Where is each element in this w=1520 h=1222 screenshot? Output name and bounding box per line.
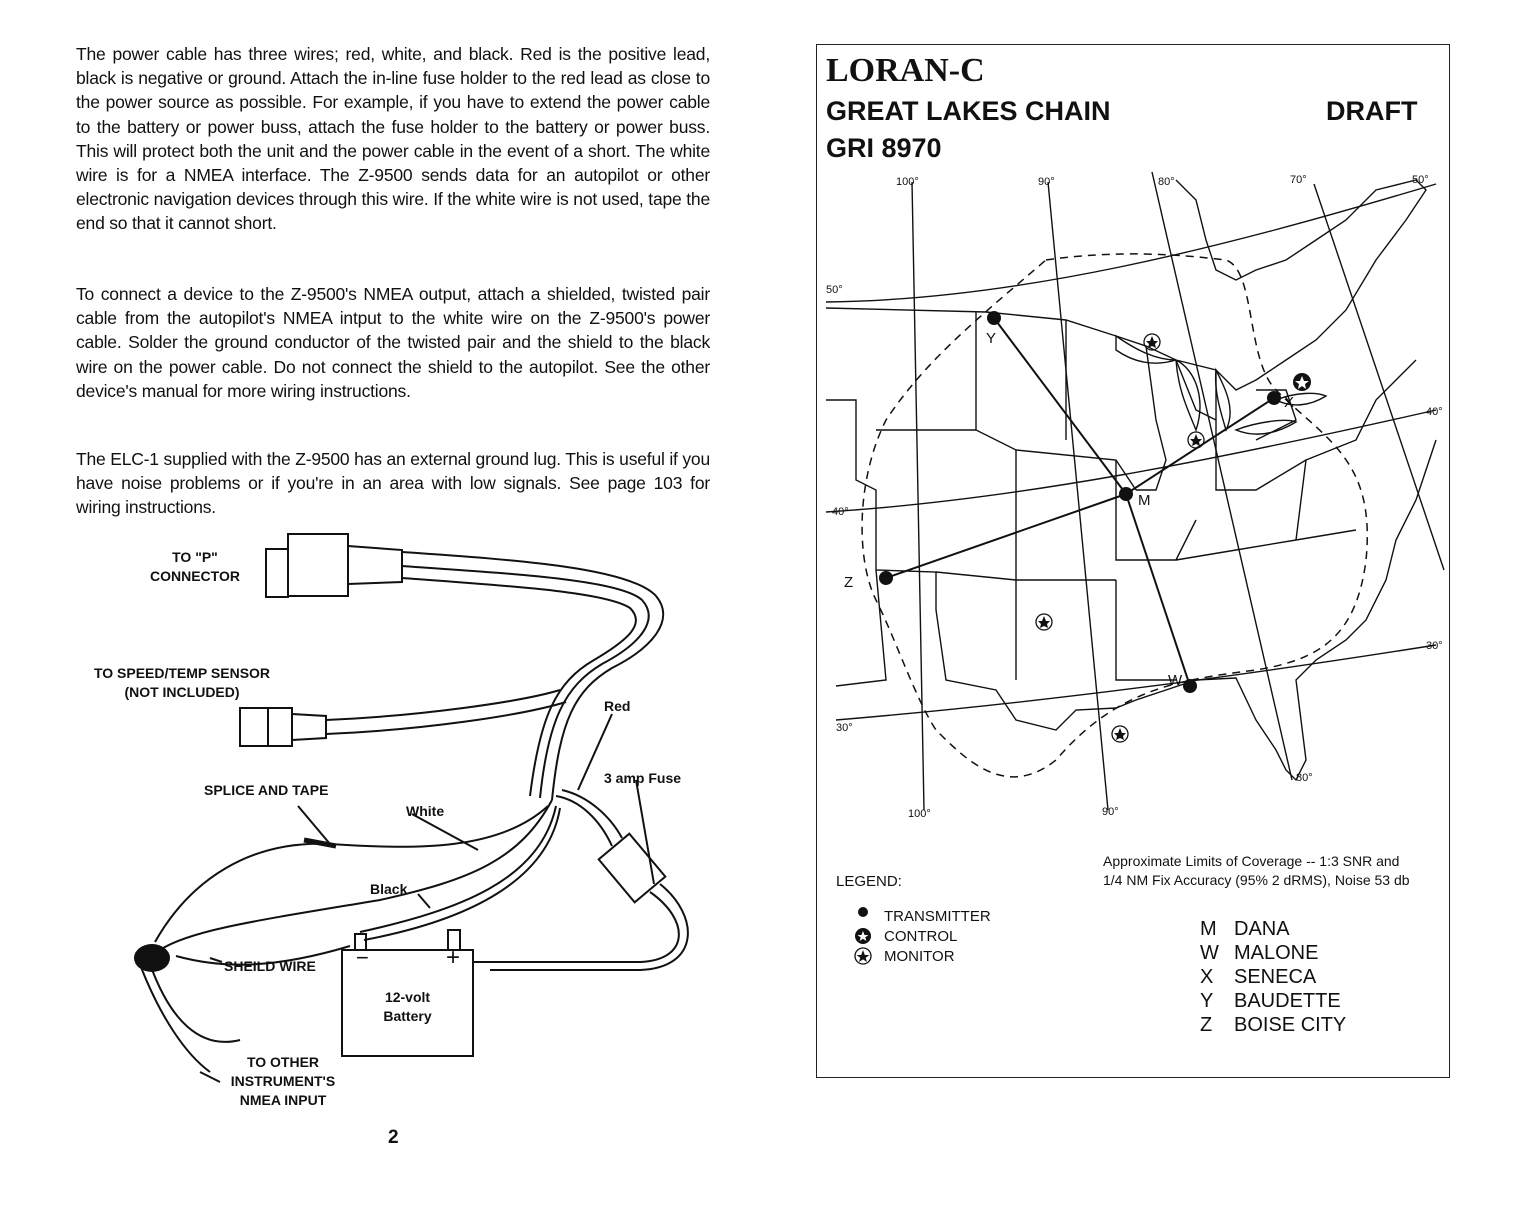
label-speed-temp-sensor: TO SPEED/TEMP SENSOR (NOT INCLUDED) xyxy=(93,665,271,700)
legend-item-transmitter: TRANSMITTER xyxy=(852,906,991,926)
transmitter-icon xyxy=(852,906,874,926)
monitor-icon xyxy=(852,946,874,966)
transmitter-w-icon xyxy=(1183,679,1197,693)
deg-bottom-80: 80° xyxy=(1296,772,1313,784)
paragraph-ground-lug: The ELC-1 supplied with the Z-9500 has an external ground lug. This is useful if you have noise problems or if you're in an area with low signals. See page 103 for wiring instructions. xyxy=(76,449,710,518)
label-red: Red xyxy=(604,698,631,714)
sensor-connector-icon xyxy=(240,708,268,746)
map-title: LORAN-C xyxy=(826,52,985,89)
battery-plus: + xyxy=(446,944,461,971)
label-fuse: 3 amp Fuse xyxy=(604,770,682,786)
fuse-icon xyxy=(599,834,666,903)
control-icon xyxy=(852,926,874,946)
map-letter-m: M xyxy=(1138,492,1151,509)
control-station-icon xyxy=(1293,373,1311,391)
paragraph-nmea-output: To connect a device to the Z-9500's NMEA output, attach a shielded, twisted pair cable from the autopilot's NMEA intput to the white wire on the Z-9500's power cable. Solder the ground conductor of the twisted pair and the shield to the black wire on the power cable. Do not connect the shield to the autopilot. See the other device's manual for more wiring instructions. xyxy=(76,284,710,401)
coverage-limit-line xyxy=(862,254,1367,777)
transmitter-x-icon xyxy=(1267,391,1281,405)
deg-top-90: 90° xyxy=(1038,176,1055,188)
transmitter-z-icon xyxy=(879,571,893,585)
label-black: Black xyxy=(370,881,408,897)
gri-label: GRI 8970 xyxy=(826,133,942,163)
legend-heading: LEGEND: xyxy=(836,873,902,890)
deg-left-40: 40° xyxy=(832,506,849,518)
station-row: X SENECA xyxy=(1200,966,1317,988)
deg-left-50: 50° xyxy=(826,284,843,296)
deg-top-80: 80° xyxy=(1158,176,1175,188)
map-letter-x: X xyxy=(1284,394,1295,411)
loran-map xyxy=(816,160,1450,840)
transmitter-y-icon xyxy=(987,311,1001,325)
coverage-note: Approximate Limits of Coverage -- 1:3 SNR and 1/4 NM Fix Accuracy (95% 2 dRMS), Noise 53 db xyxy=(1103,853,1410,888)
map-letter-y: Y xyxy=(986,330,997,347)
station-row: M DANA xyxy=(1200,918,1290,940)
p-connector-icon xyxy=(266,549,288,597)
transmitter-m-icon xyxy=(1119,487,1133,501)
legend-item-control: CONTROL xyxy=(852,926,957,946)
map-letter-w: W xyxy=(1168,672,1183,689)
deg-bottom-90: 90° xyxy=(1102,806,1119,818)
station-row: Z BOISE CITY xyxy=(1200,1014,1347,1036)
deg-left-30: 30° xyxy=(836,722,853,734)
paragraph-power-cable: The power cable has three wires; red, white, and black. Red is the positive lead, black is negative or ground. Attach the in-line fuse holder to the red lead as close to the power source as possible. For example, if you have to extend the power cable to the battery or power buss, attach the fuse holder to the battery or power buss. This will protect both the unit and the power cable in the event of a short. The white wire is for a NMEA interface. The Z-9500 sends data for an autopilot or other electronic navigation devices through this wire. If the white wire is not used, tape the end so that it cannot short. xyxy=(76,44,710,234)
shield-wire-end-icon xyxy=(134,944,170,972)
deg-right-40: 40° xyxy=(1426,406,1443,418)
label-nmea-input: TO OTHER INSTRUMENT'S NMEA INPUT xyxy=(230,1054,336,1108)
label-splice: SPLICE AND TAPE xyxy=(204,782,329,798)
battery-minus: − xyxy=(356,945,369,970)
label-shield-wire: SHEILD WIRE xyxy=(224,958,316,974)
label-white: White xyxy=(406,803,445,819)
deg-right-30: 30° xyxy=(1426,640,1443,652)
page-number: 2 xyxy=(388,1127,399,1148)
deg-bottom-100: 100° xyxy=(908,808,931,820)
label-p-connector: TO "P" CONNECTOR xyxy=(150,549,240,584)
draft-label: DRAFT xyxy=(1326,96,1418,126)
label-battery: 12-volt Battery xyxy=(383,989,432,1024)
legend-item-monitor: MONITOR xyxy=(852,946,955,966)
deg-top-70: 70° xyxy=(1290,174,1307,186)
chain-name: GREAT LAKES CHAIN xyxy=(826,96,1111,126)
deg-top-100: 100° xyxy=(896,176,919,188)
station-row: W MALONE xyxy=(1200,942,1319,964)
deg-top-50: 50° xyxy=(1412,174,1429,186)
map-letter-z: Z xyxy=(844,574,854,591)
station-row: Y BAUDETTE xyxy=(1200,990,1341,1012)
